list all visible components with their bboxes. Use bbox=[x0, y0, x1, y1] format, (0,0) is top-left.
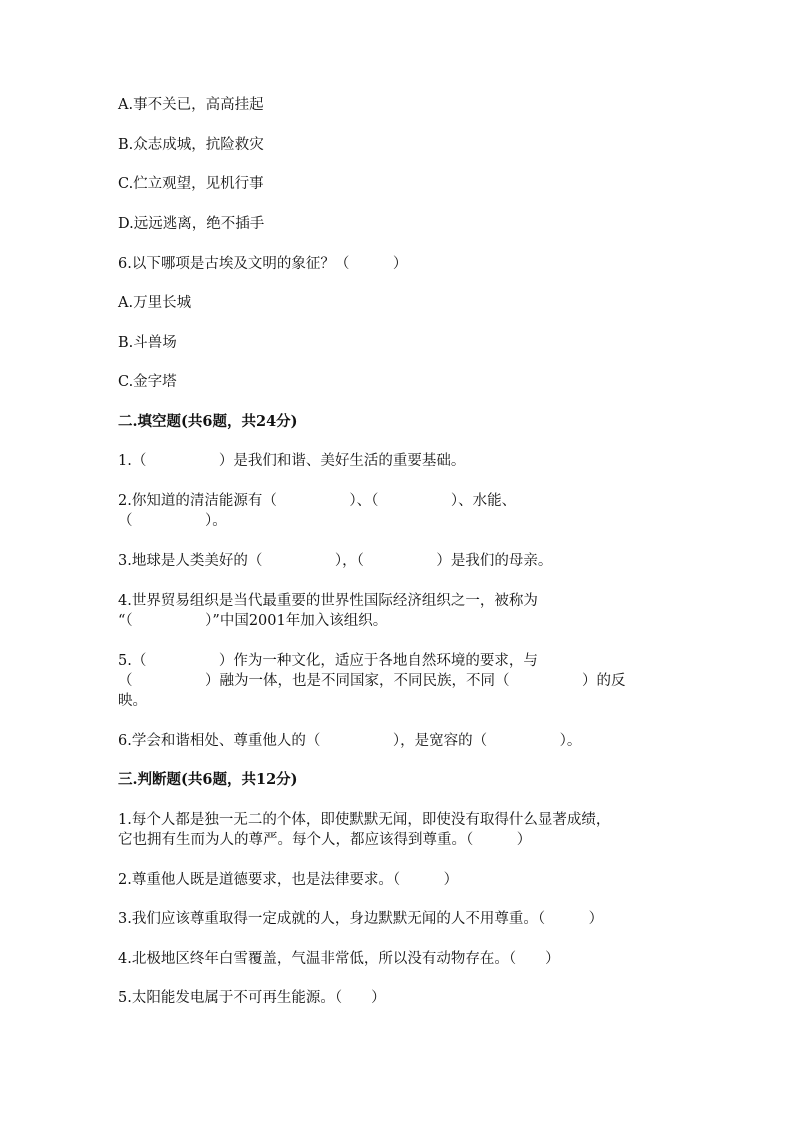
fill-q5-line2: （ ）融为一体，也是不同国家，不同民族，不同（ ）的反 bbox=[118, 673, 626, 689]
q5-option-b: B.众志成城，抗险救灾 bbox=[118, 137, 264, 153]
q6-option-a: A.万里长城 bbox=[118, 295, 192, 311]
fill-q3: 3.地球是人类美好的（ ），（ ）是我们的母亲。 bbox=[118, 553, 553, 569]
q5-option-a: A.事不关已，高高挂起 bbox=[118, 97, 264, 113]
judge-q1-line2: 它也拥有生而为人的尊严。每个人，都应该得到尊重。（ ） bbox=[118, 832, 532, 848]
judge-q2: 2.尊重他人既是道德要求，也是法律要求。（ ） bbox=[118, 872, 459, 888]
judge-q1-line1: 1.每个人都是独一无二的个体，即使默默无闻，即使没有取得什么显著成绩， bbox=[118, 812, 611, 828]
q6-stem: 6.以下哪项是古埃及文明的象征？（ ） bbox=[118, 256, 408, 272]
q5-option-d: D.远远逃离，绝不插手 bbox=[118, 216, 265, 232]
judge-q5: 5.太阳能发电属于不可再生能源。（ ） bbox=[118, 990, 386, 1006]
fill-q6: 6.学会和谐相处、尊重他人的（ ），是宽容的（ ）。 bbox=[118, 733, 582, 749]
q6-option-c: C.金字塔 bbox=[118, 374, 177, 390]
fill-q4-line1: 4.世界贸易组织是当代最重要的世界性国际经济组织之一，被称为 bbox=[118, 593, 538, 609]
fill-q2-line1: 2.你知道的清洁能源有（ ）、（ ）、水能、 bbox=[118, 493, 517, 509]
section-3-heading: 三.判断题(共6题，共12分) bbox=[118, 771, 298, 788]
judge-q3: 3.我们应该尊重取得一定成就的人，身边默默无闻的人不用尊重。（ ） bbox=[118, 911, 604, 927]
fill-q5-line1: 5.（ ）作为一种文化，适应于各地自然环境的要求，与 bbox=[118, 653, 538, 669]
section-2-heading: 二.填空题(共6题，共24分) bbox=[118, 413, 298, 430]
fill-q1: 1.（ ）是我们和谐、美好生活的重要基础。 bbox=[118, 453, 466, 469]
q5-option-c: C.伫立观望，见机行事 bbox=[118, 176, 264, 192]
fill-q5-line3: 映。 bbox=[118, 693, 147, 709]
q6-option-b: B.斗兽场 bbox=[118, 335, 177, 351]
fill-q4-line2: “（ ）”中国2001年加入该组织。 bbox=[118, 613, 388, 629]
fill-q2-line2: （ ）。 bbox=[118, 513, 227, 529]
judge-q4: 4.北极地区终年白雪覆盖，气温非常低，所以没有动物存在。（ ） bbox=[118, 951, 560, 967]
